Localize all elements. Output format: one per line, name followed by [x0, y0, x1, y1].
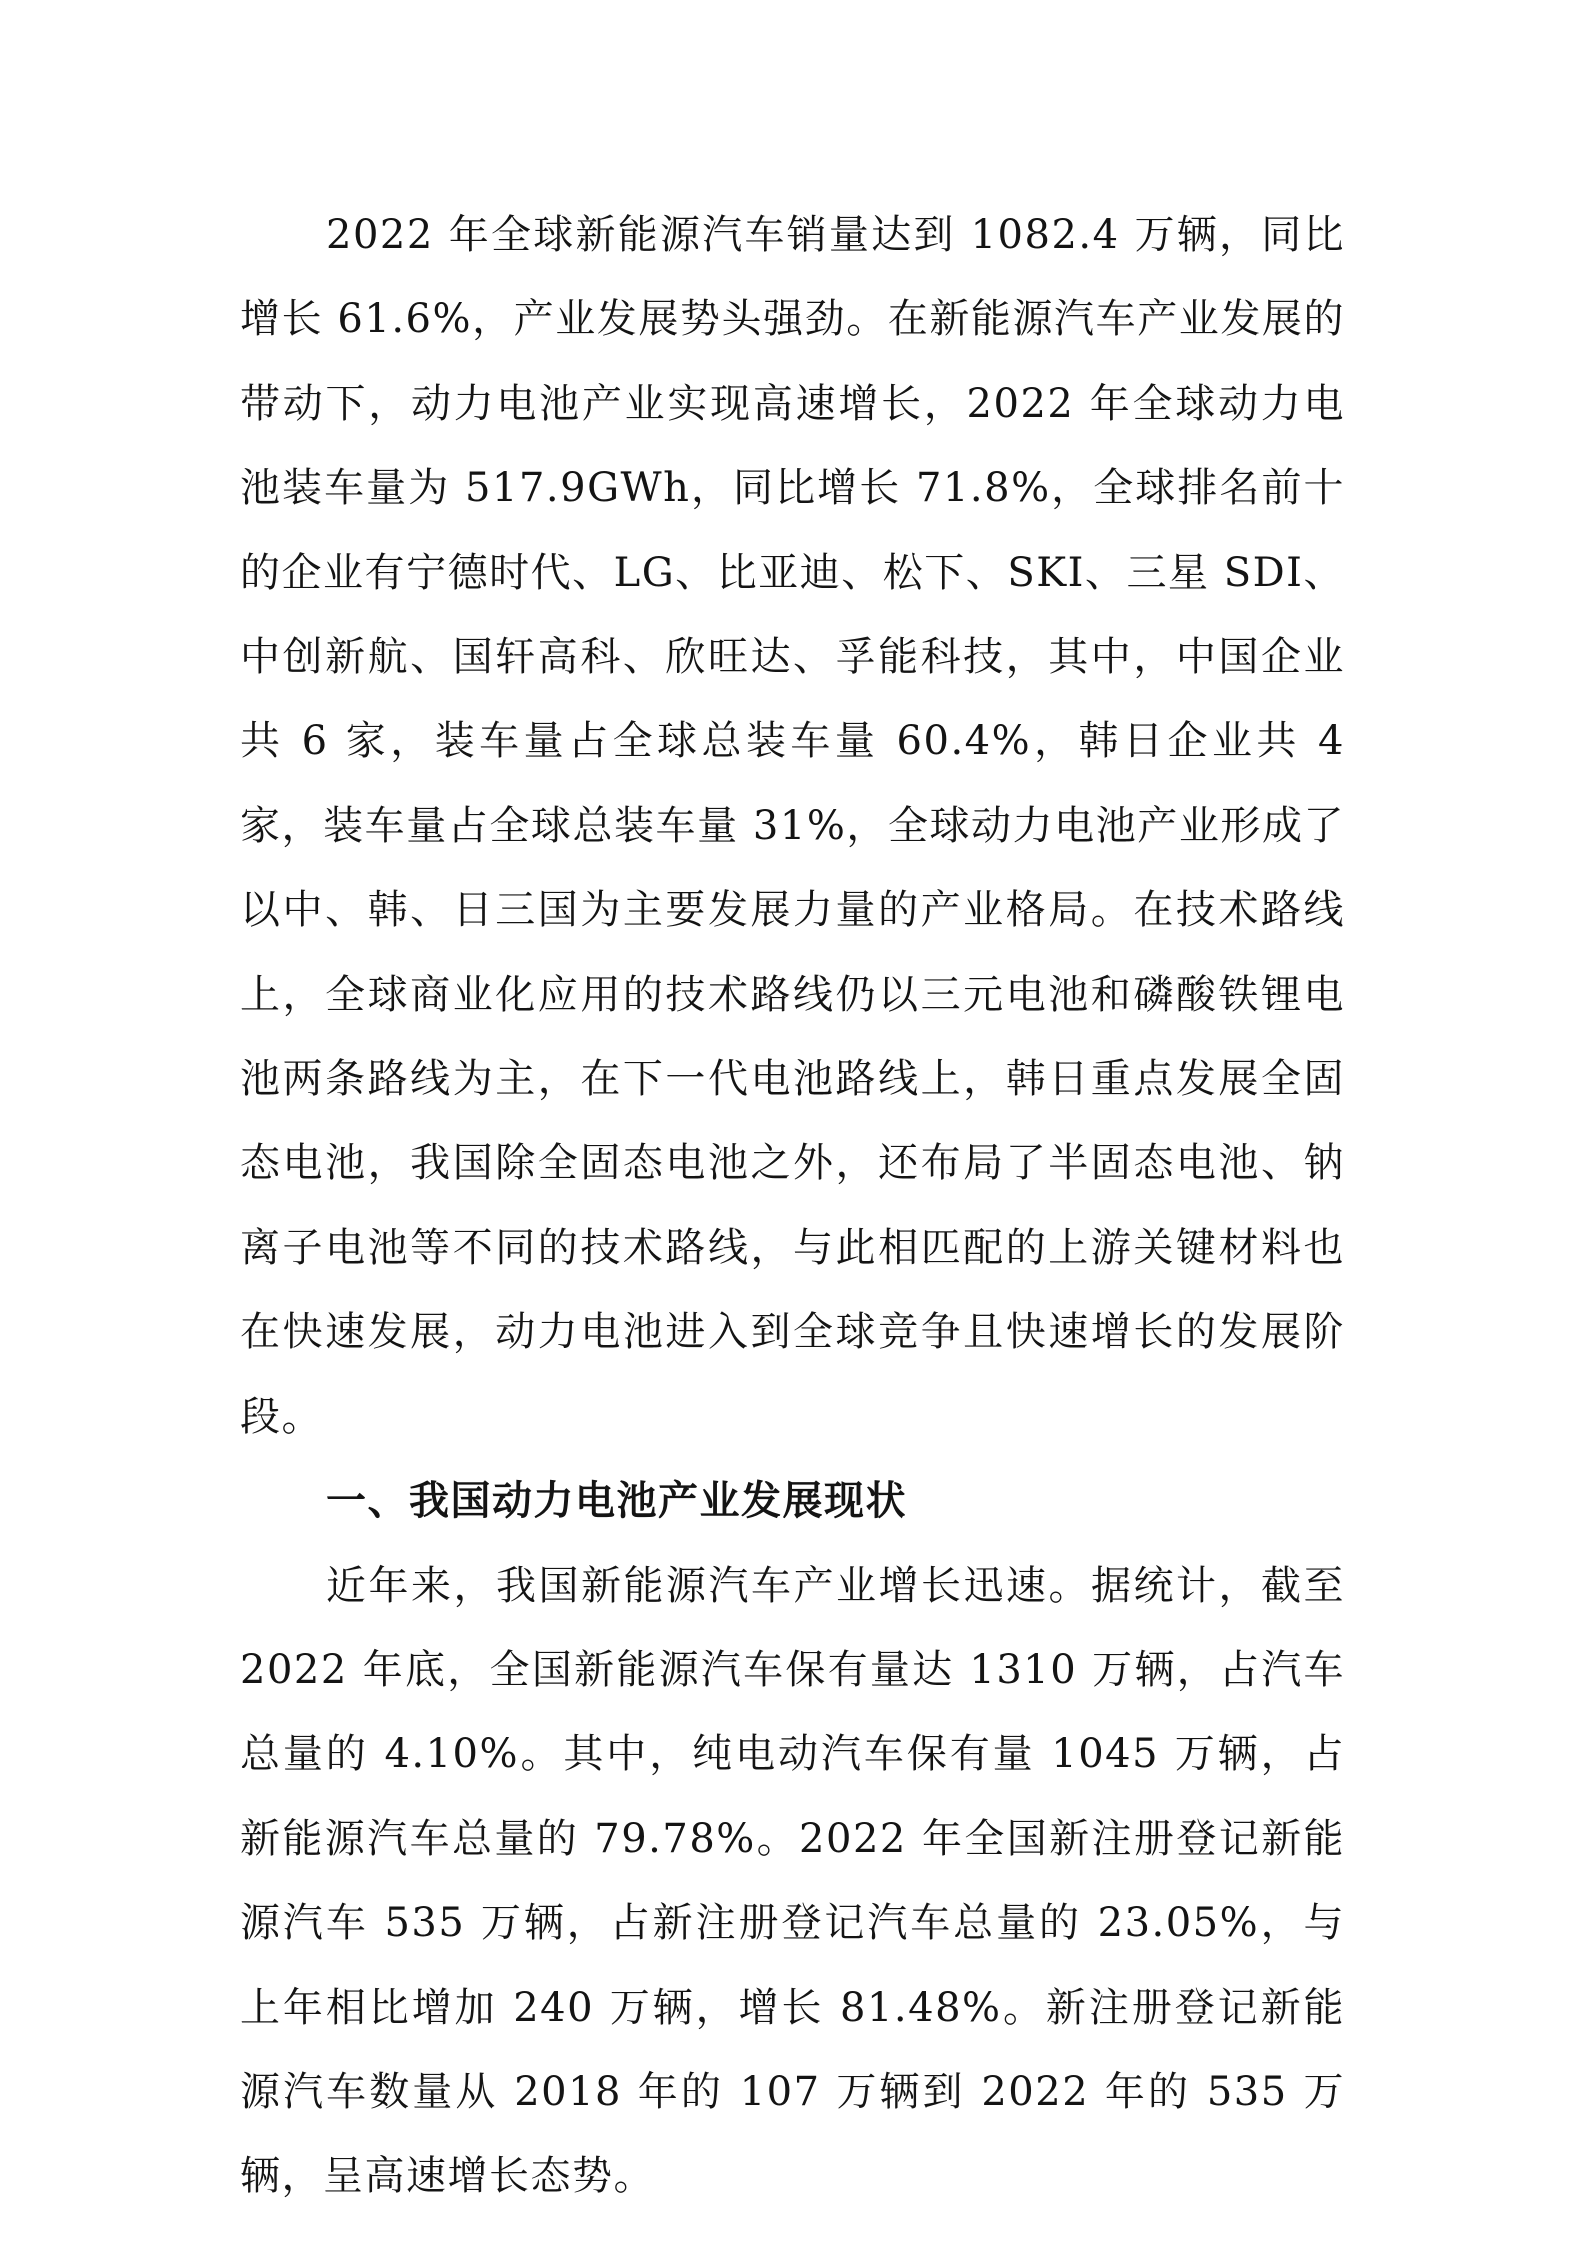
intro-paragraph: 2022 年全球新能源汽车销量达到 1082.4 万辆，同比增长 61.6%，产业发展势头强劲。在新能源汽车产业发展的带动下，动力电池产业实现高速增长，2022 年全球动力电池装车量为 517.9GWh，同比增长 71.8%，全球排名前十的企业有宁德时代、LG、比亚迪、松下、SKI、三星 SDI、中创新航、国轩高科、欣旺达、孚能科技，其中，中国企业共 6 家，装车量占全球总装车量 60.4%，韩日企业共 4 家，装车量占全球总装车量 31%，全球动力电池产业形成了以中、韩、日三国为主要发展力量的产业格局。在技术路线上，全球商业化应用的技术路线仍以三元电池和磷酸铁锂电池两条路线为主，在下一代电池路线上，韩日重点发展全固态电池，我国除全固态电池之外，还布局了半固态电池、钠离子电池等不同的技术路线，与此相匹配的上游关键材料也在快速发展，动力电池进入到全球竞争且快速增长的发展阶段。: [240, 212, 1345, 1440]
section-paragraph: 近年来，我国新能源汽车产业增长迅速。据统计，截至 2022 年底，全国新能源汽车保有量达 1310 万辆，占汽车总量的 4.10%。其中，纯电动汽车保有量 1045 万辆，占新能源汽车总量的 79.78%。2022 年全国新注册登记新能源汽车 535 万辆，占新注册登记汽车总量的 23.05%，与上年相比增加 240 万辆，增长 81.48%。新注册登记新能源汽车数量从 2018 年的 107 万辆到 2022 年的 535 万辆，呈高速增长态势。: [240, 1562, 1345, 2200]
document-body: [240, 193, 1345, 2219]
section-heading: 一、我国动力电池产业发展现状: [326, 1478, 907, 1525]
